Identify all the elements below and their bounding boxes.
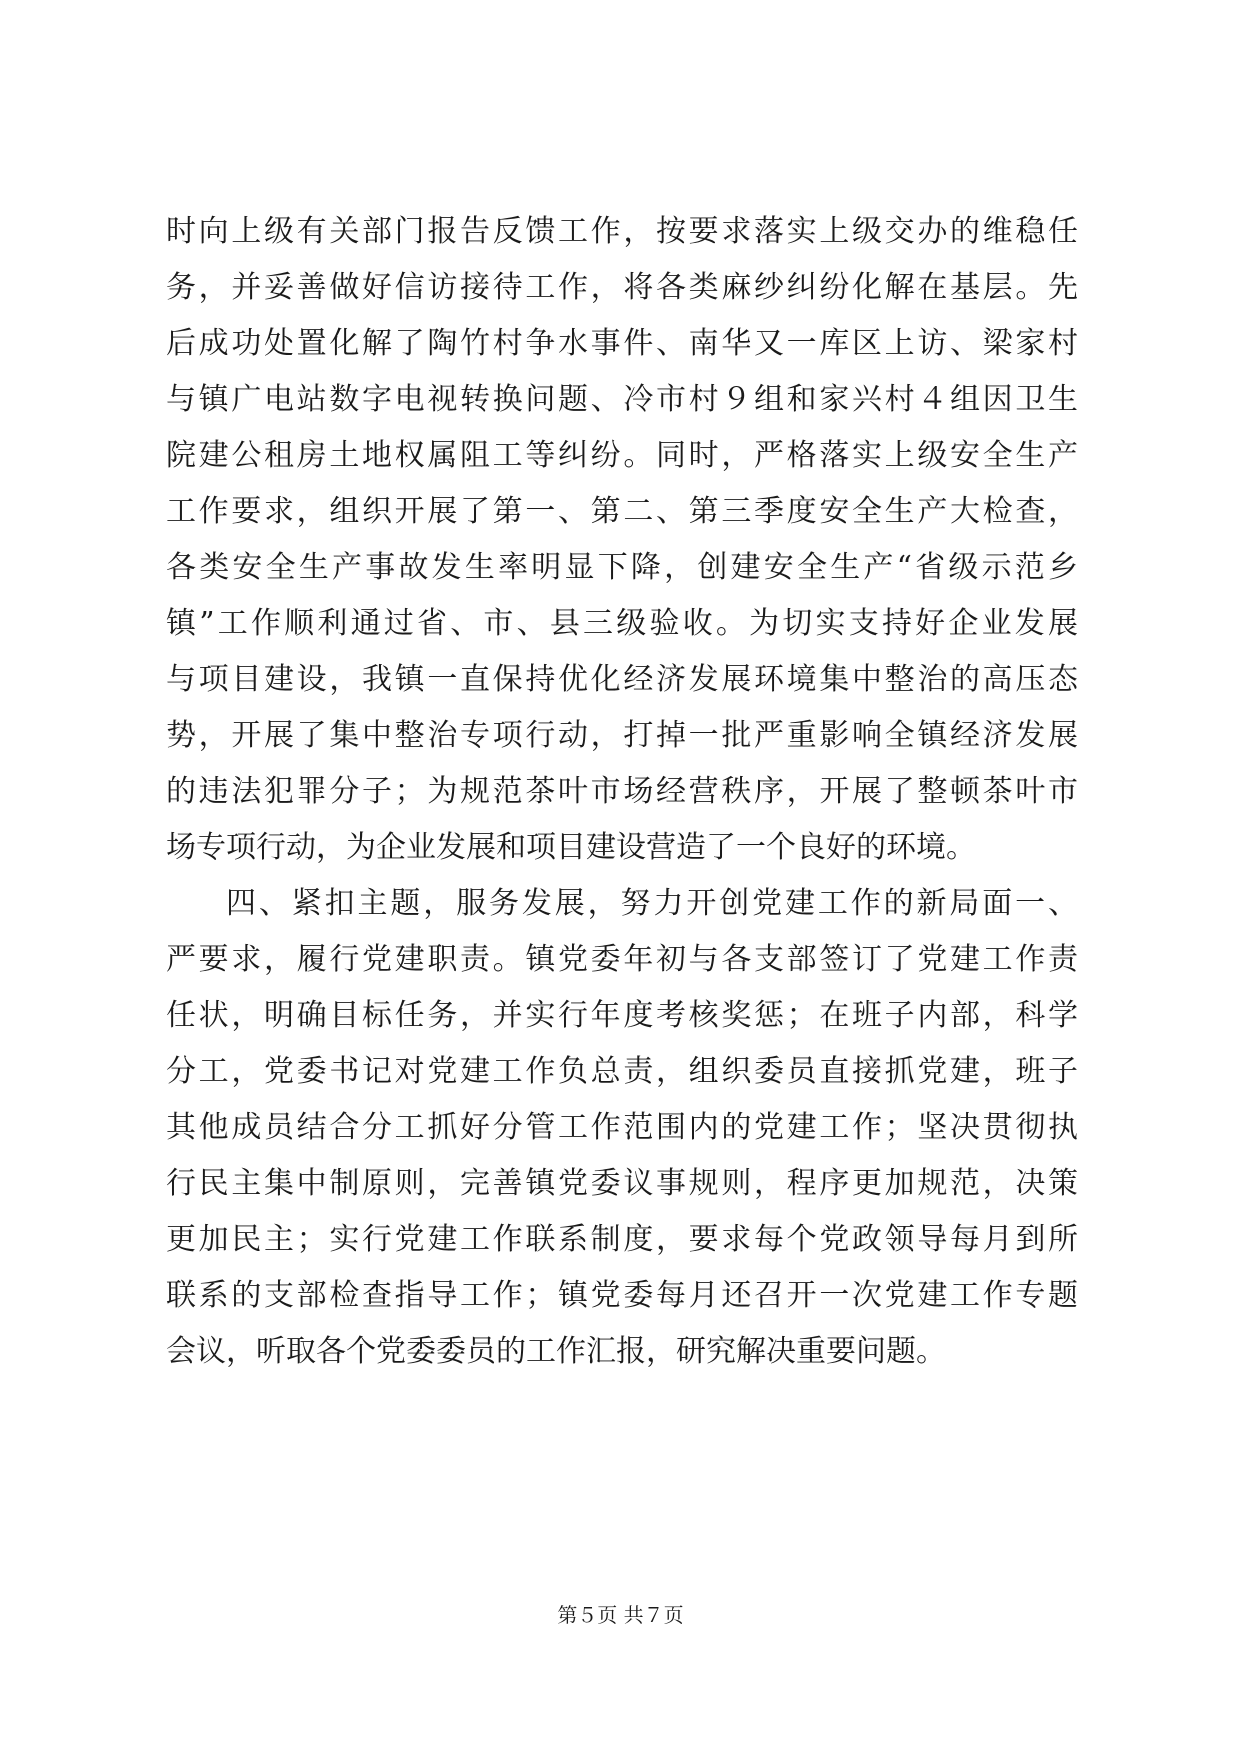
body-text-line: 镇”工作顺利通过省、市、县三级验收。为切实支持好企业发展 <box>166 606 1078 641</box>
body-text-line: 行民主集中制原则，完善镇党委议事规则，程序更加规范，决策 <box>166 1166 1078 1201</box>
body-text-line: 的违法犯罪分子；为规范茶叶市场经营秩序，开展了整顿茶叶市 <box>166 774 1078 809</box>
body-text-line: 分工，党委书记对党建工作负总责，组织委员直接抓党建，班子 <box>166 1054 1078 1089</box>
body-text-line: 势，开展了集中整治专项行动，打掉一批严重影响全镇经济发展 <box>166 718 1078 753</box>
body-text-line: 其他成员结合分工抓好分管工作范围内的党建工作；坚决贯彻执 <box>166 1110 1078 1145</box>
body-text-line: 与镇广电站数字电视转换问题、冷市村９组和家兴村４组因卫生 <box>166 382 1078 417</box>
body-text-line: 与项目建设，我镇一直保持优化经济发展环境集中整治的高压态 <box>166 662 1078 697</box>
body-text-line: 各类安全生产事故发生率明显下降，创建安全生产“省级示范乡 <box>166 550 1078 585</box>
body-text-line: 更加民主；实行党建工作联系制度，要求每个党政领导每月到所 <box>166 1222 1078 1257</box>
body-text-line: 严要求，履行党建职责。镇党委年初与各支部签订了党建工作责 <box>166 942 1078 977</box>
body-text-line: 时向上级有关部门报告反馈工作，按要求落实上级交办的维稳任 <box>166 214 1078 249</box>
body-text-line: 会议，听取各个党委委员的工作汇报，研究解决重要问题。 <box>166 1334 946 1369</box>
body-text-line: 任状，明确目标任务，并实行年度考核奖惩；在班子内部，科学 <box>166 998 1078 1033</box>
body-text-line: 务，并妥善做好信访接待工作，将各类麻纱纠纷化解在基层。先 <box>166 270 1078 305</box>
body-text-line: 工作要求，组织开展了第一、第二、第三季度安全生产大检查， <box>166 494 1078 529</box>
body-text-line: 联系的支部检查指导工作；镇党委每月还召开一次党建工作专题 <box>166 1278 1078 1313</box>
body-text-line: 后成功处置化解了陶竹村争水事件、南华又一库区上访、梁家村 <box>166 326 1078 361</box>
body-text-line: 场专项行动，为企业发展和项目建设营造了一个良好的环境。 <box>166 830 976 865</box>
body-text-line: 院建公租房土地权属阻工等纠纷。同时，严格落实上级安全生产 <box>166 438 1078 473</box>
section-heading-line: 四、紧扣主题，服务发展，努力开创党建工作的新局面一、 <box>226 886 1078 921</box>
page-number-footer: 第５页 共７页 <box>557 1603 684 1627</box>
